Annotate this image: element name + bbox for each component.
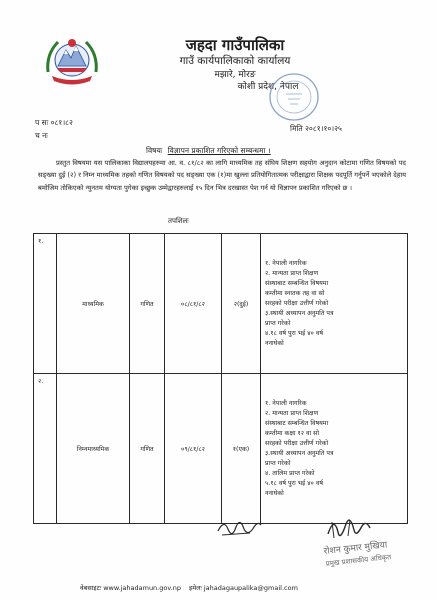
email-link[interactable]: jahadagaupalika@gmail.com (203, 584, 298, 592)
letter-date: मिति २०८१।१०।२५ (290, 124, 342, 133)
signatory-name: रोशन कुमार मुखिया (323, 540, 388, 557)
row-requirements (261, 234, 408, 374)
subject-text: विज्ञापन प्रकाशित गरिएको सम्बन्धमा । (167, 146, 271, 155)
requirement-line: सरहको परीक्षा उत्तीर्ण गरेको (265, 440, 329, 447)
requirement-line: ननाघेको (265, 340, 284, 347)
subject-line (146, 146, 271, 156)
requirement-line: ३.स्थायी अध्यापन अनुमति पत्र (265, 450, 334, 457)
schedule-label: तपशिलः (168, 217, 189, 225)
notice-body: प्रस्तुत विषयमा यस पालिकाका विद्यालयहरुमा आ. व. ८१/८२ का लागि माध्यमिक तह संघिय शिक्षण सहयोग अनुदान कोटामा गणित विषयको पद सङ्ख्या दुई (२) र निम्न माध्यमिक तहको गणित विषयको पद सङ्ख्या एक (१)मा खुल्ला प्रतियोगितात्मक परीक्षाद्वारा शिक्षक पदपूर्ति गर्नुपर्ने भएकोले देहाय बमोजिम तोकिएको न्युनतम योग्यता पुगेका इच्छुक उम्मेद्वारहरुलाई १५ दिन भित्र दरखास्त पेश गर्न यो विज्ञापन प्रकाशित गरिएको छ । (38, 159, 406, 192)
requirement-line: १. नेपाली नागरिक (265, 400, 307, 407)
website-link[interactable]: www.jahadamun.gov.np (103, 584, 182, 592)
signatory-signature-icon (320, 512, 410, 572)
row-year: ०९/८१/८२ (165, 374, 222, 524)
row-level: माध्यमिक (57, 234, 130, 374)
letter-number: प सः ०८१।८२ (35, 118, 73, 127)
requirement-line: ननाघेको (265, 490, 284, 497)
requirement-line: ३.स्थायी अध्यापन अनुमति पत्र (265, 310, 334, 317)
table-row (34, 234, 408, 374)
requirement-line: संस्थाबाट सम्बन्धित विषयमा (265, 420, 329, 427)
requirement-line: प्राप्त गरेको (265, 320, 291, 327)
office-name: गाउँ कार्यपालिकाको कार्यालय (179, 55, 291, 67)
row-serial: १. (34, 234, 57, 374)
dispatch-number: च नः (35, 131, 48, 140)
row-subject: गणित (130, 374, 165, 524)
row-subject: गणित (130, 234, 165, 374)
requirement-line: कम्तीमा स्नातक तह वा सो (265, 290, 325, 297)
row-posts: १(एक) (222, 374, 261, 524)
office-seal-icon (268, 72, 320, 122)
org-name: जहदा गाउँपालिका (185, 36, 285, 54)
requirement-line: १. नेपाली नागरिक (265, 260, 307, 267)
requirement-line: ५.१८ वर्ष पुरा भई ४० वर्ष (265, 480, 323, 487)
vacancy-table (33, 233, 408, 524)
requirement-line: २. मान्यता प्राप्त शिक्षण (265, 410, 319, 417)
website-label: वेबसाइटः (80, 584, 102, 592)
row-posts: २(दुई) (222, 234, 261, 374)
requirement-line: कम्तीमा कक्षा १२ वा सो (265, 430, 320, 437)
table-row (34, 374, 408, 524)
requirement-line: ४. तालिम प्राप्त गरेको (265, 470, 315, 477)
signatory-title: प्रमुख प्रशासकीय अधिकृत (325, 553, 392, 568)
requirement-line: सरहको परीक्षा उत्तीर्ण गरेको (265, 300, 329, 307)
email-label: इमेलः (189, 584, 202, 592)
requirement-line: ४.१८ वर्ष पुरा भई ४० वर्ष (265, 330, 323, 337)
office-province: कोशी प्रदेश, नेपाल (237, 82, 299, 92)
row-requirements (261, 374, 408, 524)
requirement-line: संस्थाबाट सम्बन्धित विषयमा (265, 280, 329, 287)
row-serial: २. (34, 374, 57, 524)
nepal-emblem-icon (44, 34, 100, 86)
requirement-line: प्राप्त गरेको (265, 460, 291, 467)
row-level: निम्नमाध्यमिक (57, 374, 130, 524)
row-year: ०८/८१/८२ (165, 234, 222, 374)
requirement-line: २. मान्यता प्राप्त शिक्षण (265, 270, 319, 277)
subject-label: विषयः (146, 146, 163, 155)
handwritten-initial-icon (214, 515, 264, 541)
office-address: मझारे, मोरङ (214, 70, 256, 80)
footer-contact (80, 583, 298, 592)
